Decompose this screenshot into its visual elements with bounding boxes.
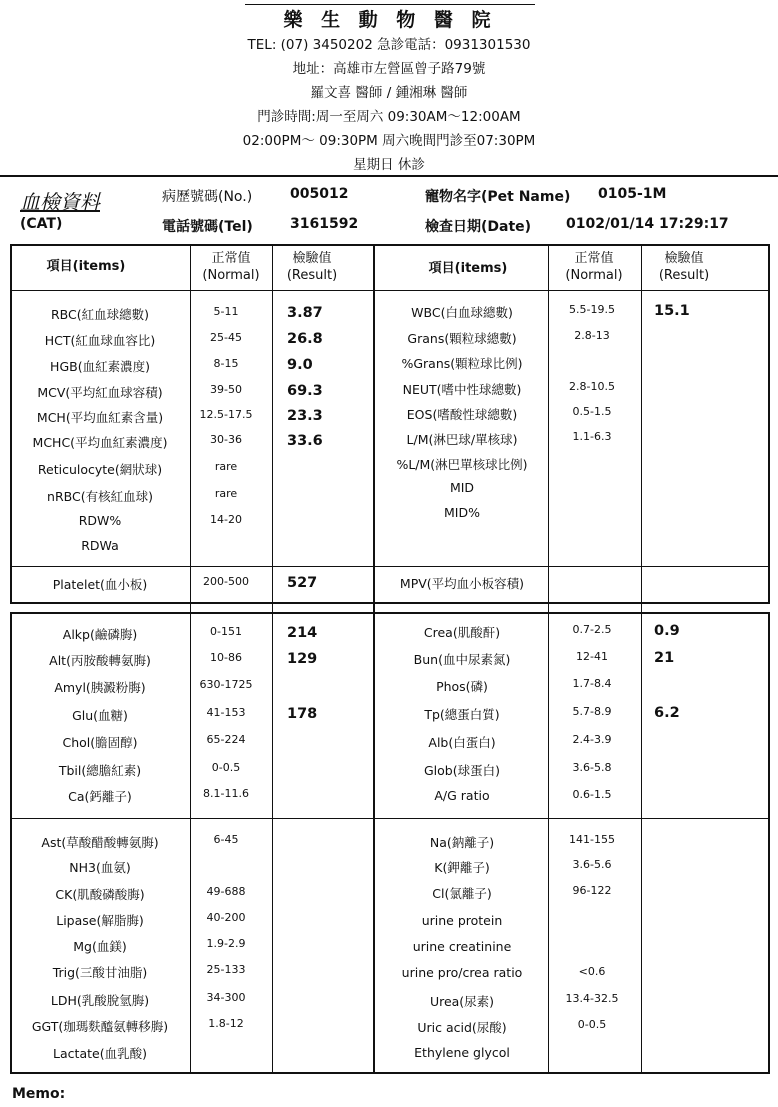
test-name: urine creatinine [412,939,512,954]
test-name: Lactate(血乳酸) [53,1046,147,1061]
normal-range: 41-153 [206,706,246,719]
normal-range: 1.9-2.9 [206,937,246,950]
pet-name-value: 0105-1M [598,186,667,202]
normal-range: 1.1-6.3 [572,430,612,443]
clinic-hours-3: 星期日 休診 [353,157,425,173]
test-name: Alkp(鹼磷脢) [62,627,138,642]
header-result-left: 檢驗值 (Result) [286,251,338,283]
clinic-name: 樂 生 動 物 醫 院 [245,4,535,32]
cbc-header-divider [10,290,770,291]
date-value: 0102/01/14 17:29:17 [566,216,729,232]
header-normal-right: 正常值 (Normal) [565,251,623,283]
test-name: Amyl(胰澱粉脢) [54,680,146,695]
normal-range: 10-86 [210,651,242,664]
test-name: Trig(三酸甘油脂) [52,965,148,980]
test-name: MCH(平均血紅素含量) [36,410,164,425]
normal-range: 6-45 [213,833,239,846]
test-name: CK(肌酸磷酸脢) [55,887,145,902]
test-name: urine pro/crea ratio [401,965,523,980]
normal-range: 1.7-8.4 [572,677,612,690]
normal-range: 40-200 [206,911,246,924]
phone-value: 3161592 [290,216,359,232]
normal-range: 0-151 [210,625,242,638]
clinic-address: 地址：高雄市左營區曾子路79號 [292,61,486,77]
test-name: nRBC(有核紅血球) [47,489,153,504]
clinic-tel: TEL: (07) 3450202 急診電話：0931301530 [247,37,531,53]
normal-range: rare [214,460,238,473]
header-normal-left: 正常值 (Normal) [202,251,260,283]
normal-range: 630-1725 [199,678,253,691]
memo-label: Memo: [12,1086,66,1102]
test-name: RDW% [78,513,122,528]
test-name: Na(鈉離子) [429,835,495,850]
test-name: urine protein [421,913,503,928]
test-name: Tbil(總膽紅素) [58,763,142,778]
result-value: 33.6 [287,433,323,449]
record-label: 病歷號碼(No.) [162,189,253,205]
chem-divider [10,818,770,819]
test-name: RDWa [81,538,119,553]
result-value: 21 [654,650,675,666]
result-value: 26.8 [287,331,323,347]
normal-range: 39-50 [210,383,242,396]
test-name: Phos(磷) [436,679,488,694]
normal-range: 5.5-19.5 [569,303,615,316]
test-name: Platelet(血小板) [52,577,148,592]
test-name: RBC(紅血球總數) [50,307,150,322]
normal-range: 200-500 [203,575,249,588]
phone-label: 電話號碼(Tel) [162,219,253,235]
normal-range: 2.8-10.5 [569,380,615,393]
test-name: A/G ratio [434,788,490,803]
col-divider-3 [548,244,549,1074]
normal-range: 5.7-8.9 [572,705,612,718]
test-name: HGB(血紅素濃度) [50,359,150,374]
test-name: WBC(白血球總數) [411,305,513,320]
normal-range: 65-224 [206,733,246,746]
normal-range: 3.6-5.6 [572,858,612,871]
normal-range: rare [214,487,238,500]
test-name: Glu(血糖) [72,708,128,723]
result-value: 15.1 [654,303,690,319]
result-value: 9.0 [287,357,313,373]
normal-range: 0-0.5 [577,1018,607,1031]
test-name: MID% [444,505,480,520]
normal-range: 1.8-12 [208,1017,244,1030]
test-name: K(鉀離子) [434,860,490,875]
test-name: Bun(血中尿素氮) [413,652,511,667]
header-divider [0,175,778,177]
result-value: 129 [287,651,318,667]
test-name: Cl(氯離子) [432,886,492,901]
normal-range: 0.5-1.5 [572,405,612,418]
result-value: 0.9 [654,623,680,639]
test-name: Urea(尿素) [429,994,495,1009]
header-items-right: 項目(items) [428,261,508,276]
test-name: Ast(草酸醋酸轉氨脢) [41,835,159,850]
normal-range: 34-300 [206,991,246,1004]
test-name: LDH(乳酸脫氫脢) [50,993,150,1008]
result-value: 214 [287,625,318,641]
normal-range: 0-0.5 [211,761,241,774]
species: (CAT) [20,216,63,232]
normal-range: 96-122 [572,884,612,897]
header-result-right: 檢驗值 (Result) [658,251,710,283]
test-name: MID [449,480,475,495]
test-name: Lipase(解脂脢) [56,913,144,928]
test-name: Glob(球蛋白) [424,763,500,778]
test-name: L/M(淋巴球/單核球) [406,432,518,447]
test-name: Reticulocyte(網狀球) [37,462,163,477]
clinic-doctors: 羅文喜 醫師 / 鍾湘琳 醫師 [310,85,468,101]
normal-range: 13.4-32.5 [565,992,619,1005]
normal-range: 25-133 [206,963,246,976]
normal-range: 12-41 [576,650,608,663]
normal-range: 12.5-17.5 [199,408,253,421]
normal-range: 5-11 [213,305,239,318]
result-value: 69.3 [287,383,323,399]
test-name: Grans(顆粒球總數) [407,331,517,346]
test-name: NEUT(嗜中性球總數) [402,382,522,397]
col-divider-4 [641,244,642,1074]
test-name: Chol(膽固醇) [62,735,138,750]
test-name: HCT(紅血球血容比) [44,333,156,348]
test-name: %L/M(淋巴單核球比例) [396,457,528,472]
normal-range: 141-155 [569,833,615,846]
result-value: 6.2 [654,705,680,721]
result-value: 178 [287,706,318,722]
col-divider-center [373,244,375,1074]
test-name: Crea(肌酸酐) [423,625,501,640]
test-name: MPV(平均血小板容積) [399,576,525,591]
col-divider-1 [190,244,191,1074]
clinic-hours-2: 02:00PM～ 09:30PM 周六晚間門診至07:30PM [242,133,536,149]
test-name: Ca(鈣離子) [68,789,132,804]
result-value: 23.3 [287,408,323,424]
normal-range: 0.6-1.5 [572,788,612,801]
normal-range: 49-688 [206,885,246,898]
test-name: Alb(白蛋白) [428,735,496,750]
test-name: MCHC(平均血紅素濃度) [32,435,168,450]
test-name: EOS(嗜酸性球總數) [406,407,518,422]
normal-range: <0.6 [578,965,606,978]
test-name: MCV(平均紅血球容積) [37,385,163,400]
normal-range: 8-15 [213,357,239,370]
test-name: NH3(血氨) [69,860,131,875]
test-name: Alt(丙胺酸轉氨脢) [49,653,151,668]
normal-range: 8.1-11.6 [203,787,249,800]
result-value: 3.87 [287,305,323,321]
test-name: Ethylene glycol [414,1045,510,1060]
test-name: Tp(總蛋白質) [424,707,500,722]
normal-range: 2.4-3.9 [572,733,612,746]
header-items-left: 項目(items) [46,259,126,274]
normal-range: 14-20 [210,513,242,526]
test-name: Uric acid(尿酸) [417,1020,507,1035]
platelet-divider [10,566,770,567]
normal-range: 3.6-5.8 [572,761,612,774]
pet-name-label: 寵物名字(Pet Name) [425,189,571,205]
report-heading: 血檢資料 [20,190,100,214]
col-divider-2 [272,244,273,1074]
record-value: 005012 [290,186,349,202]
normal-range: 25-45 [210,331,242,344]
test-name: %Grans(顆粒球比例) [401,356,523,371]
result-value: 527 [287,575,318,591]
normal-range: 0.7-2.5 [572,623,612,636]
clinic-hours-1: 門診時間:周一至周六 09:30AM～12:00AM [257,109,521,125]
normal-range: 2.8-13 [574,329,610,342]
normal-range: 30-36 [210,433,242,446]
test-name: GGT(珈瑪麩醯氨轉移脢) [31,1019,169,1034]
test-name: Mg(血鎂) [73,939,127,954]
date-label: 檢查日期(Date) [425,219,532,235]
